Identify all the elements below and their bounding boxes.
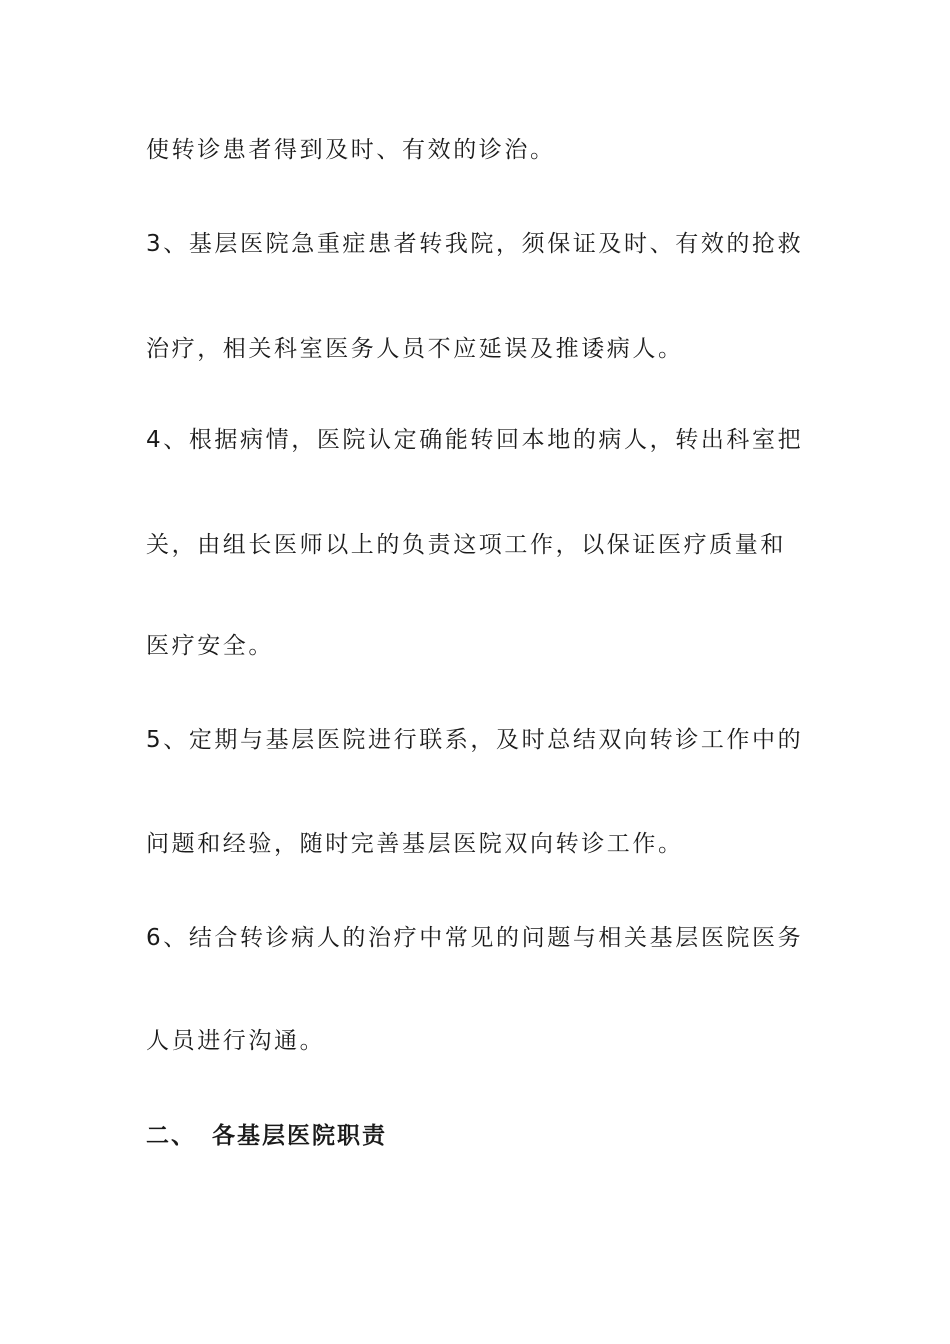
paragraph-line-4: 4、根据病情，医院认定确能转回本地的病人，转出科室把 (146, 427, 804, 453)
paragraph-line-10: 人员进行沟通。 (146, 1028, 326, 1054)
paragraph-line-6: 医疗安全。 (146, 633, 274, 659)
paragraph-line-7: 5、定期与基层医院进行联系，及时总结双向转诊工作中的 (146, 727, 804, 753)
paragraph-line-1: 使转诊患者得到及时、有效的诊治。 (146, 137, 556, 163)
paragraph-line-9: 6、结合转诊病人的治疗中常见的问题与相关基层医院医务 (146, 925, 804, 951)
paragraph-line-3: 治疗，相关科室医务人员不应延误及推诿病人。 (146, 336, 684, 362)
section-title: 各基层医院职责 (212, 1123, 387, 1149)
section-heading (146, 1120, 806, 1152)
paragraph-line-8: 问题和经验，随时完善基层医院双向转诊工作。 (146, 831, 684, 857)
paragraph-line-2: 3、基层医院急重症患者转我院，须保证及时、有效的抢救 (146, 231, 804, 257)
section-number: 二、 (146, 1123, 196, 1149)
paragraph-line-5: 关，由组长医师以上的负责这项工作，以保证医疗质量和 (146, 532, 786, 558)
